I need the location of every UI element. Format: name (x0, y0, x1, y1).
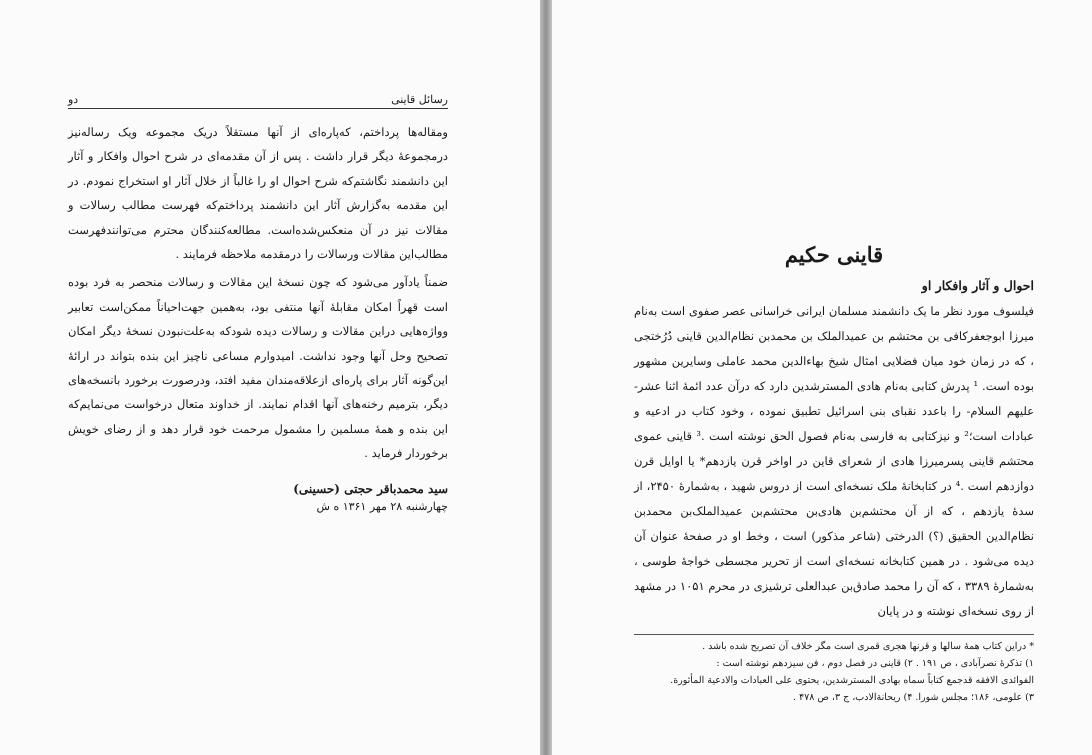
footnote: ۱) تذکرهٔ نصرآبادی ، ص ۱۹۱ . ۲) قاینی در فصل دوم ، فن سیزدهم نوشته است : (716, 658, 1034, 669)
signature-date: چهارشنبه ۲۸ مهر ۱۳۶۱ ه ش (316, 499, 448, 513)
section-subtitle: احوال و آثار وافکار او (921, 278, 1034, 293)
page-number: دو (68, 93, 79, 106)
running-title: رسائل قاینی (391, 93, 448, 106)
footnote: الفوائدی الافقه قدجمع کتاباً سماه بهادی المسترشدین، یحتوی علی العبادات والادعیة المأثورة. (670, 675, 1034, 686)
body-text: فیلسوف مورد نظر ما یک دانشمند مسلمان ایرانی خراسانی عصر صفوی است به‌نام میرزا ابوجعفرکافی بن محتشم بن عمیدالملک بن محمدبن نظام‌الدین قاینی دُرُختجی ، که در زمان خود میان فضلایی امثال شیخ بهاءالدین محمد عاملی وسایرین مشهور بوده است. ¹ پدرش کتابی به‌نام هادی المسترشدین دارد که درآن عدد ائمهٔ اثنا عشر- علیهم السلام- را باعدد نقبای بنی اسرائیل تطبیق نموده ، وخود کتاب در ادعیه و عبادات است؛² و نیزکتابی به فارسی به‌نام فصول الحق نوشته است .³ قاینی عموی محتشم قاینی پسرمیرزا هادی از شعرای قاین در اواخر قرن یازدهم* یا اوایل قرن دوازدهم است .⁴ در کتابخانهٔ ملک نسخه‌ای است از دروس شهید ، به‌شمارهٔ ۲۴۵۰، از سدهٔ یازدهم ، که از آن محتشم‌بن هادی‌بن محتشم‌بن عمیدالملک‌بن محمدبن نظام‌الدین الحقیق (؟) الدرختی (شاعر مذکور) است ، وخط او در صفحهٔ عنوان آن دیده می‌شود . در همین کتابخانه نسخه‌ای است از تحریر مجسطی خواجهٔ طوسی ، به‌شمارهٔ ۳۳۸۹ ، که آن را محمد صادق‌بن عبدالعلی ترشیزی در محرم ۱۰۵۱ در مشهد از روی نسخه‌ای نوشته و در پایان (634, 304, 1035, 618)
paragraph: ضمناً یادآور می‌شود که چون نسخهٔ این مقالات و رسالات منحصر به فرد بوده است قهراً امکان مقابلهٔ آنها منتفی بود، به‌همین جهت‌احیاناً ممکن‌است تعابیر وواژه‌هایی دراین مقالات و رسالات دیده شودکه به‌علت‌نبودن نسخهٔ دیگر امکان تصحیح وحل آنها وجود نداشت. امیدوارم مساعی ناچیز این بنده بتواند در ارائهٔ این‌گونه آثار برای پاره‌ای ازعلاقه‌مندان مفید افتد، ودرصورت برخورد بانسخه‌های دیگر، بترمیم رخنه‌های آنها اقدام نمایند. از خداوند متعال درخواست می‌نمایم‌که این بنده و همهٔ مسلمین را مشمول مرحمت خود قرار دهد و از رضای خویش برخوردار فرماید . (68, 275, 448, 461)
footnote: * دراین کتاب همهٔ سالها و قرنها هجری قمری است مگر خلاف آن تصریح شده باشد . (702, 641, 1034, 652)
section-title: قاینی حکیم (784, 242, 884, 267)
page-header (68, 88, 448, 109)
left-page-body (68, 120, 448, 513)
paragraph: ومقاله‌ها پرداختم، که‌پاره‌ای از آنها مستقلاً دریک مجموعه ویک رساله‌نیز درمجموعهٔ دیگر قرار داشت . پس از آن مقدمه‌ای در شرح احوال وافکار و آثار این دانشمند نگاشتم‌که شرح احوال او را غالباً از خلال آثار او استخراج نمودم. در این مقدمه به‌گزارش آثار این دانشمند پرداختم‌که فهرست مطالب رسالات و مقالات نیز در آن منعکس‌شده‌است. مطالعه‌کنندگان محترم می‌توانندفهرست مطالب‌این مقالات ورسالات را درمقدمه ملاحظه فرمایند . (68, 125, 448, 262)
book-gutter (540, 0, 552, 755)
left-page (0, 0, 540, 755)
footnotes (634, 634, 1034, 706)
right-page (552, 0, 1092, 755)
author-signature: سید محمدباقر حجتی (حسینی) (293, 481, 448, 496)
footnote: ۳) علومی، ۱۸۶؛ مجلس شورا. ۴) ریحانةالادب، ج ۳، ص ۴۷۸ . (792, 692, 1034, 703)
right-page-body (634, 240, 1034, 706)
